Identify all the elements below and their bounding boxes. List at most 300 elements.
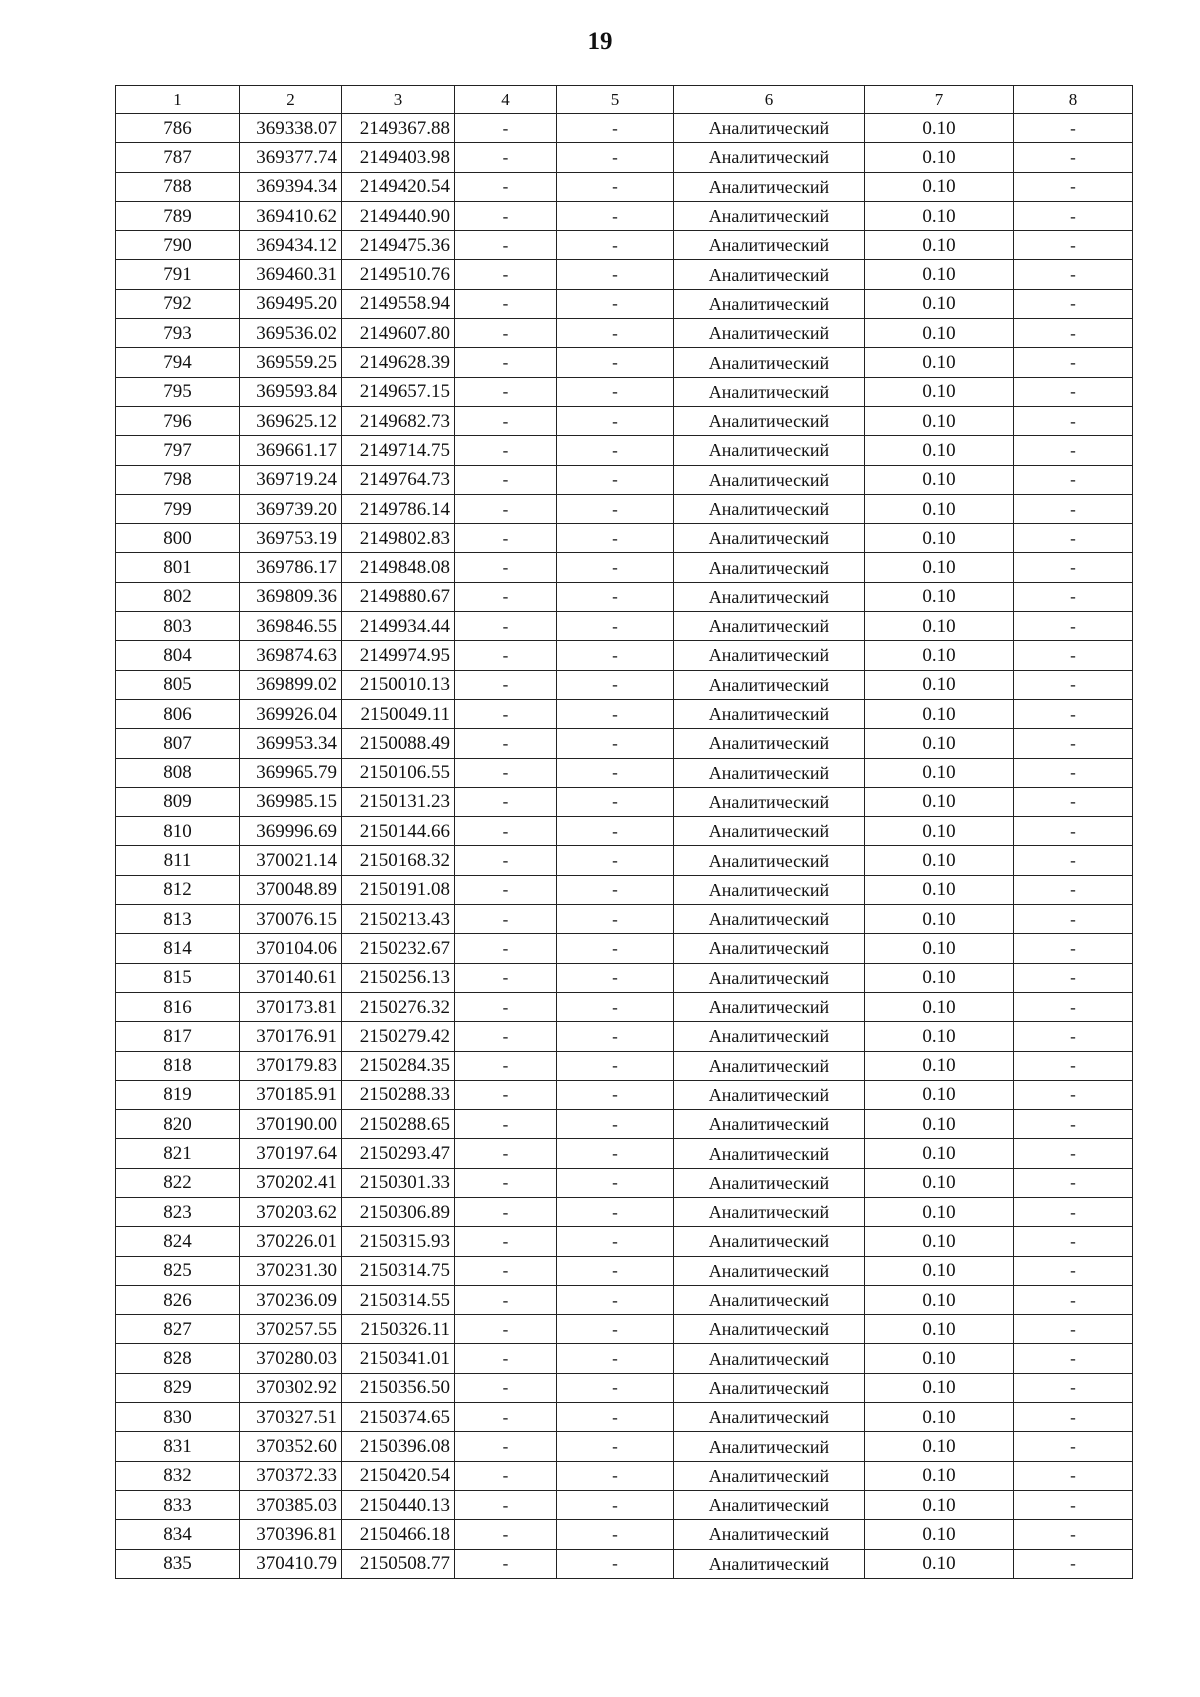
column-5-cell: - [557,1490,674,1519]
column-8-cell: - [1014,348,1133,377]
column-8-cell: - [1014,494,1133,523]
x-coordinate-cell: 370226.01 [240,1227,342,1256]
method-cell: Аналитический [674,641,865,670]
method-cell: Аналитический [674,992,865,1021]
column-5-cell: - [557,1344,674,1373]
column-8-cell: - [1014,1110,1133,1139]
table-row [116,758,1133,787]
column-4-cell: - [455,1080,557,1109]
table-row [116,729,1133,758]
method-cell: Аналитический [674,612,865,641]
column-5-cell: - [557,670,674,699]
point-number-cell: 817 [116,1022,240,1051]
column-header: 3 [342,86,455,114]
method-cell: Аналитический [674,231,865,260]
column-header: 2 [240,86,342,114]
y-coordinate-cell: 2150279.42 [342,1022,455,1051]
x-coordinate-cell: 369460.31 [240,260,342,289]
point-number-cell: 796 [116,406,240,435]
y-coordinate-cell: 2149682.73 [342,406,455,435]
accuracy-cell: 0.10 [865,1139,1014,1168]
x-coordinate-cell: 369410.62 [240,201,342,230]
y-coordinate-cell: 2150288.65 [342,1110,455,1139]
column-4-cell: - [455,905,557,934]
method-cell: Аналитический [674,319,865,348]
accuracy-cell: 0.10 [865,201,1014,230]
x-coordinate-cell: 370396.81 [240,1520,342,1549]
column-4-cell: - [455,963,557,992]
table-row [116,1110,1133,1139]
method-cell: Аналитический [674,172,865,201]
column-5-cell: - [557,289,674,318]
y-coordinate-cell: 2149764.73 [342,465,455,494]
column-8-cell: - [1014,289,1133,318]
y-coordinate-cell: 2149714.75 [342,436,455,465]
column-4-cell: - [455,1168,557,1197]
column-5-cell: - [557,348,674,377]
method-cell: Аналитический [674,1080,865,1109]
accuracy-cell: 0.10 [865,729,1014,758]
column-5-cell: - [557,1549,674,1578]
column-5-cell: - [557,1461,674,1490]
method-cell: Аналитический [674,1315,865,1344]
x-coordinate-cell: 369338.07 [240,114,342,143]
y-coordinate-cell: 2150284.35 [342,1051,455,1080]
column-4-cell: - [455,1139,557,1168]
column-8-cell: - [1014,1080,1133,1109]
y-coordinate-cell: 2150396.08 [342,1432,455,1461]
x-coordinate-cell: 370185.91 [240,1080,342,1109]
column-4-cell: - [455,699,557,728]
accuracy-cell: 0.10 [865,670,1014,699]
column-8-cell: - [1014,699,1133,728]
y-coordinate-cell: 2149510.76 [342,260,455,289]
column-5-cell: - [557,1373,674,1402]
table-row [116,1227,1133,1256]
column-4-cell: - [455,377,557,406]
column-4-cell: - [455,612,557,641]
column-4-cell: - [455,934,557,963]
column-5-cell: - [557,1110,674,1139]
method-cell: Аналитический [674,817,865,846]
x-coordinate-cell: 369593.84 [240,377,342,406]
method-cell: Аналитический [674,406,865,435]
x-coordinate-cell: 369625.12 [240,406,342,435]
column-8-cell: - [1014,1549,1133,1578]
x-coordinate-cell: 369786.17 [240,553,342,582]
point-number-cell: 792 [116,289,240,318]
column-4-cell: - [455,787,557,816]
x-coordinate-cell: 369536.02 [240,319,342,348]
point-number-cell: 803 [116,612,240,641]
method-cell: Аналитический [674,553,865,582]
x-coordinate-cell: 369739.20 [240,494,342,523]
table-body [116,86,1133,1579]
accuracy-cell: 0.10 [865,1168,1014,1197]
y-coordinate-cell: 2149440.90 [342,201,455,230]
column-5-cell: - [557,553,674,582]
table-row [116,1549,1133,1578]
method-cell: Аналитический [674,875,865,904]
column-4-cell: - [455,114,557,143]
y-coordinate-cell: 2150191.08 [342,875,455,904]
column-4-cell: - [455,846,557,875]
method-cell: Аналитический [674,1490,865,1519]
table-row [116,1256,1133,1285]
y-coordinate-cell: 2150106.55 [342,758,455,787]
table-header-row [116,86,1133,114]
accuracy-cell: 0.10 [865,1461,1014,1490]
point-number-cell: 801 [116,553,240,582]
column-5-cell: - [557,465,674,494]
column-8-cell: - [1014,553,1133,582]
x-coordinate-cell: 370372.33 [240,1461,342,1490]
accuracy-cell: 0.10 [865,934,1014,963]
point-number-cell: 805 [116,670,240,699]
method-cell: Аналитический [674,670,865,699]
column-4-cell: - [455,1197,557,1226]
column-4-cell: - [455,553,557,582]
table-row [116,377,1133,406]
point-number-cell: 802 [116,582,240,611]
method-cell: Аналитический [674,1285,865,1314]
column-5-cell: - [557,1315,674,1344]
column-5-cell: - [557,1168,674,1197]
point-number-cell: 800 [116,524,240,553]
accuracy-cell: 0.10 [865,817,1014,846]
table-row [116,1344,1133,1373]
method-cell: Аналитический [674,699,865,728]
column-4-cell: - [455,465,557,494]
point-number-cell: 832 [116,1461,240,1490]
method-cell: Аналитический [674,143,865,172]
table-row [116,875,1133,904]
table-row [116,1520,1133,1549]
column-4-cell: - [455,319,557,348]
column-4-cell: - [455,524,557,553]
x-coordinate-cell: 369377.74 [240,143,342,172]
accuracy-cell: 0.10 [865,1110,1014,1139]
x-coordinate-cell: 370104.06 [240,934,342,963]
column-8-cell: - [1014,201,1133,230]
x-coordinate-cell: 369899.02 [240,670,342,699]
column-5-cell: - [557,875,674,904]
y-coordinate-cell: 2150356.50 [342,1373,455,1402]
column-8-cell: - [1014,436,1133,465]
method-cell: Аналитический [674,1549,865,1578]
accuracy-cell: 0.10 [865,1256,1014,1285]
page-number: 19 [587,28,613,55]
column-4-cell: - [455,875,557,904]
table-row [116,553,1133,582]
column-4-cell: - [455,670,557,699]
method-cell: Аналитический [674,260,865,289]
accuracy-cell: 0.10 [865,348,1014,377]
method-cell: Аналитический [674,114,865,143]
y-coordinate-cell: 2150168.32 [342,846,455,875]
accuracy-cell: 0.10 [865,553,1014,582]
point-number-cell: 789 [116,201,240,230]
accuracy-cell: 0.10 [865,1432,1014,1461]
column-5-cell: - [557,260,674,289]
point-number-cell: 813 [116,905,240,934]
column-8-cell: - [1014,406,1133,435]
table-row [116,1315,1133,1344]
method-cell: Аналитический [674,524,865,553]
accuracy-cell: 0.10 [865,289,1014,318]
column-8-cell: - [1014,1227,1133,1256]
method-cell: Аналитический [674,1197,865,1226]
accuracy-cell: 0.10 [865,1197,1014,1226]
table-row [116,172,1133,201]
method-cell: Аналитический [674,1139,865,1168]
point-number-cell: 834 [116,1520,240,1549]
column-5-cell: - [557,817,674,846]
column-4-cell: - [455,143,557,172]
x-coordinate-cell: 369809.36 [240,582,342,611]
accuracy-cell: 0.10 [865,114,1014,143]
method-cell: Аналитический [674,758,865,787]
accuracy-cell: 0.10 [865,319,1014,348]
x-coordinate-cell: 369719.24 [240,465,342,494]
x-coordinate-cell: 370179.83 [240,1051,342,1080]
y-coordinate-cell: 2149420.54 [342,172,455,201]
coordinates-table [115,85,1133,1579]
accuracy-cell: 0.10 [865,1520,1014,1549]
column-4-cell: - [455,992,557,1021]
column-4-cell: - [455,1285,557,1314]
column-5-cell: - [557,377,674,406]
column-4-cell: - [455,1051,557,1080]
table-row [116,1022,1133,1051]
point-number-cell: 825 [116,1256,240,1285]
accuracy-cell: 0.10 [865,992,1014,1021]
x-coordinate-cell: 369495.20 [240,289,342,318]
method-cell: Аналитический [674,201,865,230]
column-8-cell: - [1014,1344,1133,1373]
column-8-cell: - [1014,172,1133,201]
accuracy-cell: 0.10 [865,1344,1014,1373]
y-coordinate-cell: 2150288.33 [342,1080,455,1109]
column-8-cell: - [1014,582,1133,611]
column-5-cell: - [557,1227,674,1256]
point-number-cell: 786 [116,114,240,143]
accuracy-cell: 0.10 [865,1227,1014,1256]
x-coordinate-cell: 369394.34 [240,172,342,201]
x-coordinate-cell: 369559.25 [240,348,342,377]
y-coordinate-cell: 2150440.13 [342,1490,455,1519]
column-5-cell: - [557,1256,674,1285]
table-row [116,465,1133,494]
x-coordinate-cell: 370257.55 [240,1315,342,1344]
column-4-cell: - [455,172,557,201]
x-coordinate-cell: 370202.41 [240,1168,342,1197]
column-8-cell: - [1014,524,1133,553]
column-header: 8 [1014,86,1133,114]
table-row [116,905,1133,934]
column-4-cell: - [455,1344,557,1373]
column-5-cell: - [557,846,674,875]
point-number-cell: 788 [116,172,240,201]
point-number-cell: 827 [116,1315,240,1344]
table-row [116,670,1133,699]
column-8-cell: - [1014,1022,1133,1051]
point-number-cell: 831 [116,1432,240,1461]
point-number-cell: 829 [116,1373,240,1402]
accuracy-cell: 0.10 [865,260,1014,289]
column-4-cell: - [455,1549,557,1578]
y-coordinate-cell: 2149403.98 [342,143,455,172]
x-coordinate-cell: 370385.03 [240,1490,342,1519]
table-row [116,1432,1133,1461]
accuracy-cell: 0.10 [865,1549,1014,1578]
accuracy-cell: 0.10 [865,787,1014,816]
point-number-cell: 816 [116,992,240,1021]
x-coordinate-cell: 370173.81 [240,992,342,1021]
x-coordinate-cell: 370352.60 [240,1432,342,1461]
table-row [116,699,1133,728]
column-8-cell: - [1014,1285,1133,1314]
column-5-cell: - [557,787,674,816]
point-number-cell: 833 [116,1490,240,1519]
column-5-cell: - [557,1022,674,1051]
accuracy-cell: 0.10 [865,963,1014,992]
y-coordinate-cell: 2150466.18 [342,1520,455,1549]
column-8-cell: - [1014,1520,1133,1549]
x-coordinate-cell: 369926.04 [240,699,342,728]
column-4-cell: - [455,1490,557,1519]
x-coordinate-cell: 370021.14 [240,846,342,875]
column-5-cell: - [557,758,674,787]
column-8-cell: - [1014,1051,1133,1080]
method-cell: Аналитический [674,1520,865,1549]
column-4-cell: - [455,231,557,260]
table-row [116,289,1133,318]
accuracy-cell: 0.10 [865,1080,1014,1109]
accuracy-cell: 0.10 [865,377,1014,406]
point-number-cell: 793 [116,319,240,348]
accuracy-cell: 0.10 [865,1285,1014,1314]
column-8-cell: - [1014,1461,1133,1490]
column-4-cell: - [455,1403,557,1432]
column-8-cell: - [1014,1432,1133,1461]
table-row [116,787,1133,816]
column-header: 7 [865,86,1014,114]
y-coordinate-cell: 2150508.77 [342,1549,455,1578]
y-coordinate-cell: 2149802.83 [342,524,455,553]
column-5-cell: - [557,934,674,963]
y-coordinate-cell: 2150374.65 [342,1403,455,1432]
y-coordinate-cell: 2150049.11 [342,699,455,728]
point-number-cell: 806 [116,699,240,728]
point-number-cell: 794 [116,348,240,377]
table-row [116,436,1133,465]
column-5-cell: - [557,1080,674,1109]
method-cell: Аналитический [674,787,865,816]
method-cell: Аналитический [674,377,865,406]
column-4-cell: - [455,348,557,377]
point-number-cell: 791 [116,260,240,289]
method-cell: Аналитический [674,494,865,523]
column-5-cell: - [557,582,674,611]
column-4-cell: - [455,758,557,787]
method-cell: Аналитический [674,1227,865,1256]
column-8-cell: - [1014,1197,1133,1226]
x-coordinate-cell: 370140.61 [240,963,342,992]
accuracy-cell: 0.10 [865,875,1014,904]
y-coordinate-cell: 2150314.55 [342,1285,455,1314]
y-coordinate-cell: 2150341.01 [342,1344,455,1373]
method-cell: Аналитический [674,1432,865,1461]
accuracy-cell: 0.10 [865,524,1014,553]
column-4-cell: - [455,1315,557,1344]
y-coordinate-cell: 2150420.54 [342,1461,455,1490]
column-8-cell: - [1014,1139,1133,1168]
accuracy-cell: 0.10 [865,846,1014,875]
y-coordinate-cell: 2150315.93 [342,1227,455,1256]
column-8-cell: - [1014,1168,1133,1197]
table-row [116,348,1133,377]
column-5-cell: - [557,406,674,435]
table-row [116,934,1133,963]
column-5-cell: - [557,201,674,230]
column-4-cell: - [455,1520,557,1549]
point-number-cell: 814 [116,934,240,963]
column-4-cell: - [455,817,557,846]
point-number-cell: 823 [116,1197,240,1226]
column-8-cell: - [1014,641,1133,670]
accuracy-cell: 0.10 [865,1022,1014,1051]
accuracy-cell: 0.10 [865,1373,1014,1402]
accuracy-cell: 0.10 [865,582,1014,611]
table-row [116,1490,1133,1519]
x-coordinate-cell: 370410.79 [240,1549,342,1578]
column-8-cell: - [1014,670,1133,699]
column-header: 6 [674,86,865,114]
point-number-cell: 795 [116,377,240,406]
point-number-cell: 787 [116,143,240,172]
point-number-cell: 815 [116,963,240,992]
column-5-cell: - [557,1285,674,1314]
x-coordinate-cell: 369996.69 [240,817,342,846]
column-8-cell: - [1014,963,1133,992]
x-coordinate-cell: 370176.91 [240,1022,342,1051]
x-coordinate-cell: 370203.62 [240,1197,342,1226]
point-number-cell: 810 [116,817,240,846]
column-5-cell: - [557,612,674,641]
column-5-cell: - [557,699,674,728]
column-8-cell: - [1014,787,1133,816]
column-8-cell: - [1014,1490,1133,1519]
method-cell: Аналитический [674,289,865,318]
y-coordinate-cell: 2150131.23 [342,787,455,816]
column-8-cell: - [1014,758,1133,787]
method-cell: Аналитический [674,348,865,377]
x-coordinate-cell: 369434.12 [240,231,342,260]
table-row [116,992,1133,1021]
x-coordinate-cell: 370280.03 [240,1344,342,1373]
method-cell: Аналитический [674,846,865,875]
x-coordinate-cell: 370327.51 [240,1403,342,1432]
table-row [116,494,1133,523]
point-number-cell: 818 [116,1051,240,1080]
method-cell: Аналитический [674,905,865,934]
point-number-cell: 830 [116,1403,240,1432]
y-coordinate-cell: 2150088.49 [342,729,455,758]
method-cell: Аналитический [674,1461,865,1490]
method-cell: Аналитический [674,1168,865,1197]
table-row [116,817,1133,846]
